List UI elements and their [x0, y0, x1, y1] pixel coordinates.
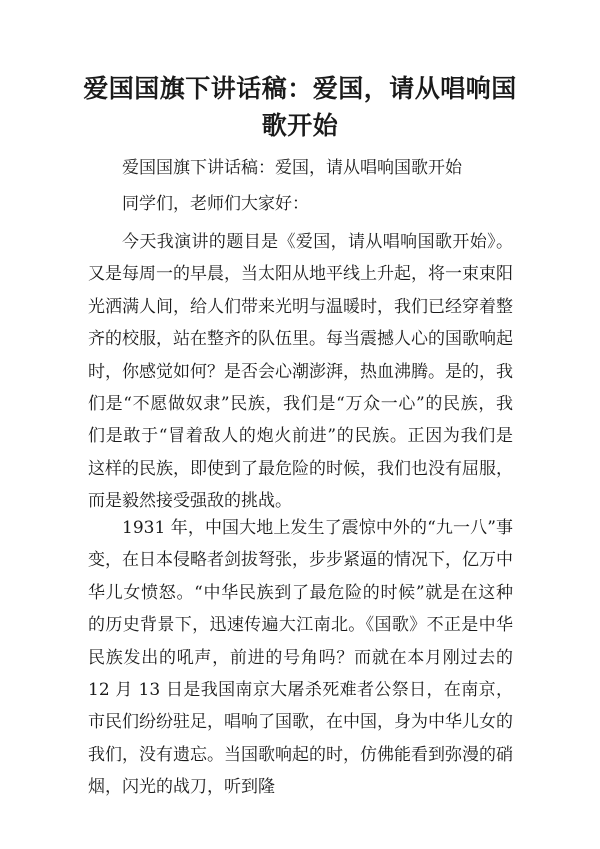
paragraph-2: 1931 年，中国大地上发生了震惊中外的“九一八”事变，在日本侵略者剑拔弩张，步步紧逼的情况下，亿万中华儿女愤怒。“中华民族到了最危险的时候”就是在这种的历史背景下，迅速传遍大江南北。《国歌》不正是中华民族发出的吼声，前进的号角吗？而就在本月刚过去的 12 月 13 日是我国南京大屠杀死难者公祭日，在南京，市民们纷纷驻足，唱响了国歌，在中国，身为中华儿女的我们，没有遗忘。当国歌响起的时，仿佛能看到弥漫的硝烟，闪光的战刀，听到隆 [88, 518, 513, 798]
document-subtitle: 爱国国旗下讲话稿：爱国，请从唱响国歌开始 [122, 158, 462, 178]
greeting-line: 同学们，老师们大家好： [122, 194, 309, 214]
paragraph-1: 今天我演讲的题目是《爱国，请从唱响国歌开始》。又是每周一的早晨，当太阳从地平线上升起，将一束束阳光洒满人间，给人们带来光明与温暖时，我们已经穿着整齐的校服，站在整齐的队伍里。每当震撼人心的国歌响起时，你感觉如何？是否会心潮澎湃，热血沸腾。是的，我们是“不愿做奴隶”民族，我们是“万众一心”的民族，我们是敢于“冒着敌人的炮火前进”的民族。正因为我们是这样的民族，即使到了最危险的时候，我们也没有屈服，而是毅然接受强敌的挑战。 [88, 232, 513, 512]
document-title: 爱国国旗下讲话稿：爱国，请从唱响国歌开始 [83, 74, 517, 140]
